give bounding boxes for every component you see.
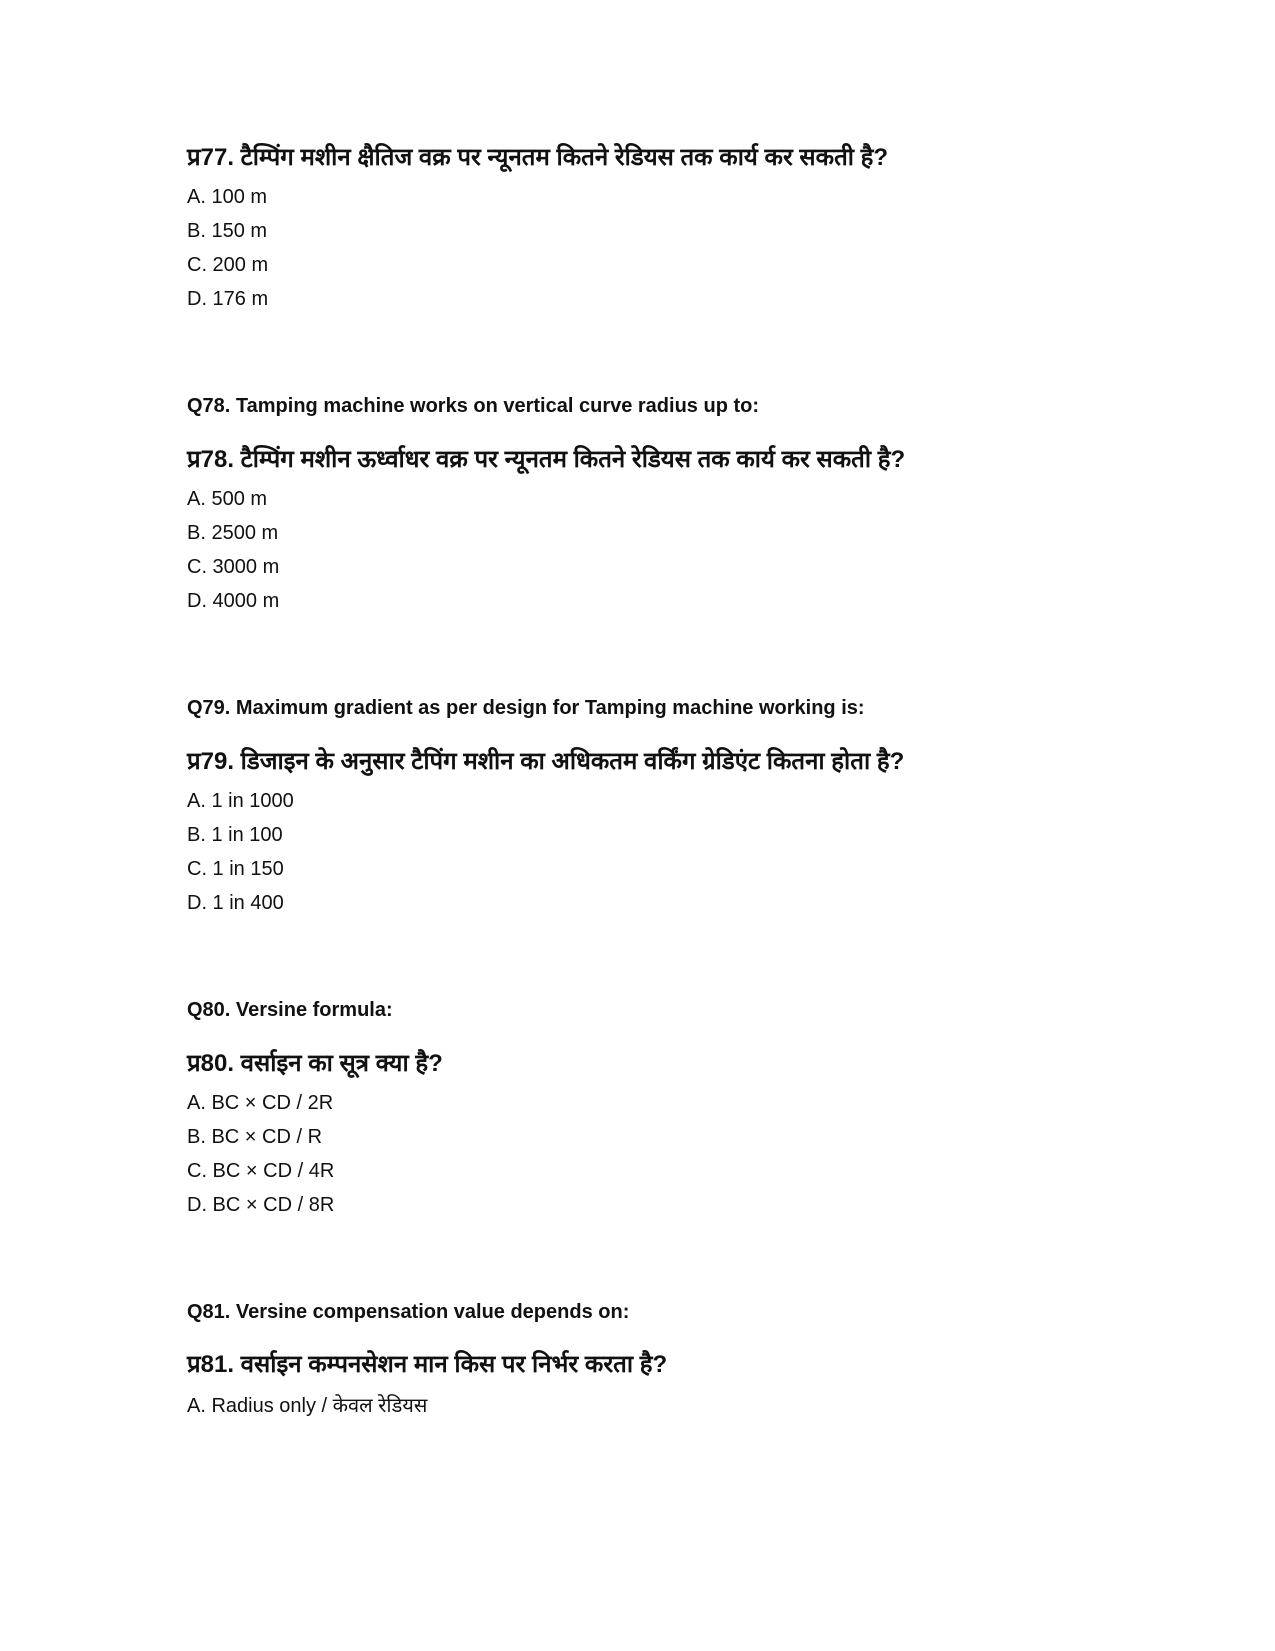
option-c: C. BC × CD / 4R	[187, 1160, 335, 1182]
option-a: A. 500 m	[187, 488, 268, 510]
option-a: A. Radius only / केवल रेडियस	[187, 1395, 428, 1417]
question-english: Q80. Versine formula:	[187, 999, 393, 1021]
option-b: B. 1 in 100	[187, 824, 283, 846]
option-d: D. BC × CD / 8R	[187, 1194, 335, 1216]
option-b: B. 150 m	[187, 220, 268, 242]
option-c: C. 1 in 150	[187, 858, 284, 880]
option-b: B. BC × CD / R	[187, 1126, 323, 1148]
option-b: B. 2500 m	[187, 522, 279, 544]
option-a: A. 100 m	[187, 186, 268, 208]
option-c: C. 200 m	[187, 254, 269, 276]
option-a: A. BC × CD / 2R	[187, 1092, 334, 1114]
question-english: Q79. Maximum gradient as per design for Tamping machine working is:	[187, 697, 865, 719]
option-d: D. 1 in 400	[187, 892, 284, 914]
question-hindi: प्र78. टैम्पिंग मशीन ऊर्ध्वाधर वक्र पर न्यूनतम कितने रेडियस तक कार्य कर सकती है?	[187, 446, 906, 473]
option-d: D. 176 m	[187, 288, 269, 310]
question-hindi: प्र80. वर्साइन का सूत्र क्या है?	[187, 1050, 443, 1077]
option-d: D. 4000 m	[187, 590, 280, 612]
option-a: A. 1 in 1000	[187, 790, 294, 812]
question-english: Q78. Tamping machine works on vertical curve radius up to:	[187, 395, 760, 417]
question-hindi: प्र81. वर्साइन कम्पनसेशन मान किस पर निर्भर करता है?	[187, 1351, 668, 1378]
option-c: C. 3000 m	[187, 556, 280, 578]
question-english: Q81. Versine compensation value depends on:	[187, 1301, 630, 1323]
question-hindi: प्र77. टैम्पिंग मशीन क्षैतिज वक्र पर न्यूनतम कितने रेडियस तक कार्य कर सकती है?	[187, 144, 889, 171]
question-hindi: प्र79. डिजाइन के अनुसार टैपिंग मशीन का अधिकतम वर्किंग ग्रेडिएंट कितना होता है?	[187, 748, 905, 775]
